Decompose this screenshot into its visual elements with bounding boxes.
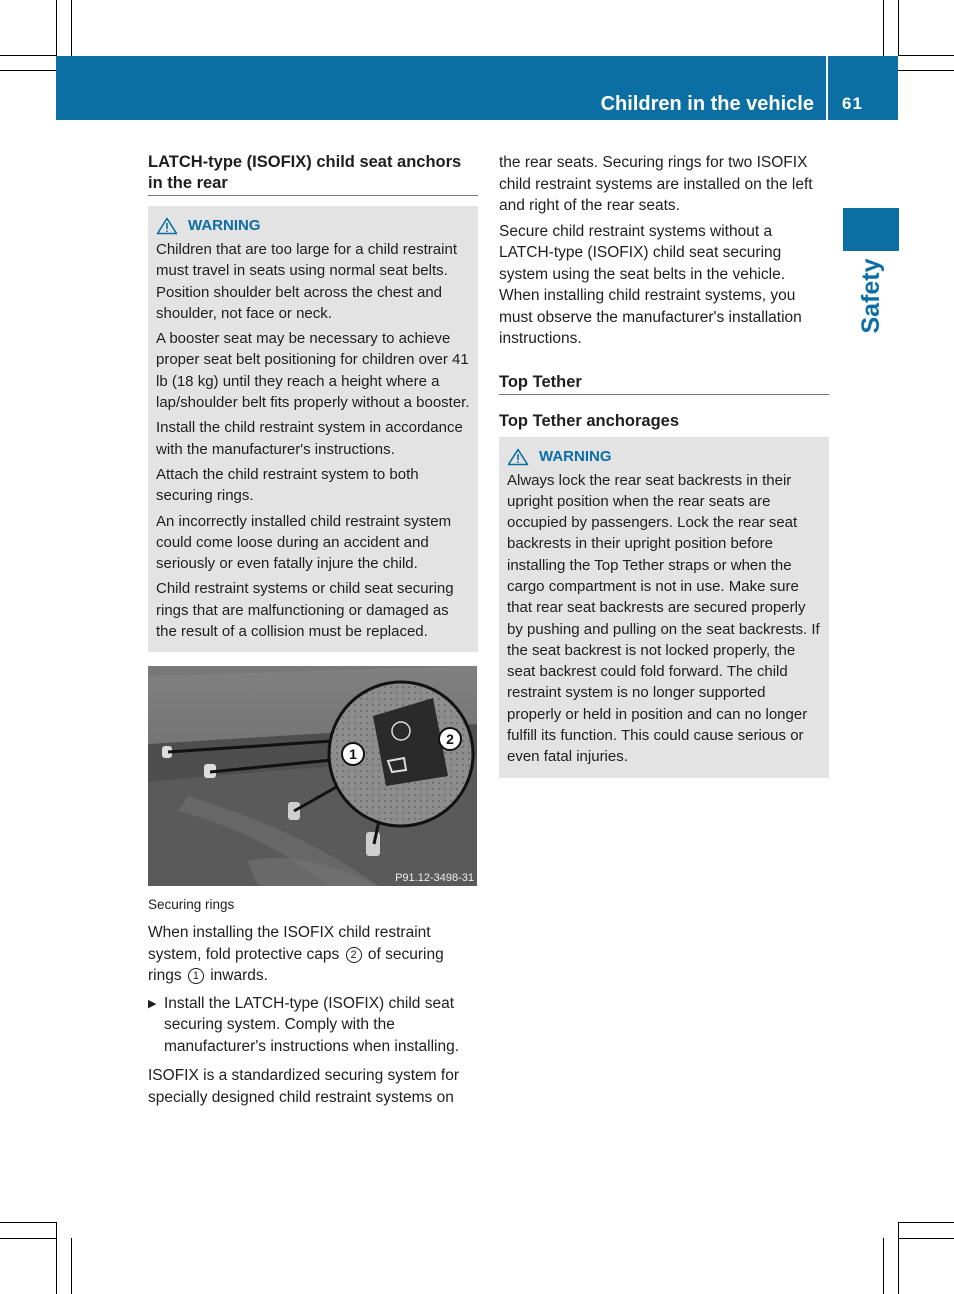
warning-box-top-tether — [499, 437, 829, 778]
section-tab-label: Safety — [857, 258, 885, 334]
warning-header — [156, 216, 470, 236]
sub-heading-anchorages: Top Tether anchorages — [499, 411, 680, 430]
section-heading-isofix: LATCH-type (ISOFIX) child seat anchors in the rear — [148, 152, 478, 196]
step-arrow-icon: ▶ — [148, 997, 157, 1010]
warning-paragraph: An incorrectly installed child restraint system could come loose during an accident and seriously or even fatally injure the child. — [156, 512, 452, 573]
warning-header — [507, 447, 821, 467]
isofix-intro-paragraph — [148, 922, 478, 987]
securing-rings-photo — [148, 666, 477, 886]
right-column — [499, 152, 829, 778]
warning-paragraph: Attach the child restraint system to both securing rings. — [156, 465, 419, 505]
chapter-title: Children in the vehicle — [600, 93, 814, 115]
intro-text: inwards. — [210, 967, 268, 985]
page-number: 61 — [842, 94, 863, 113]
figure-caption: Securing rings — [148, 897, 235, 913]
section-tab — [843, 208, 899, 251]
callout-1-label: 1 — [349, 746, 357, 763]
warning-triangle-icon — [156, 217, 178, 235]
warning-title: WARNING — [188, 217, 261, 234]
warning-box-isofix — [148, 206, 478, 652]
callout-1-reference: 1 — [188, 968, 204, 984]
section-heading-top-tether: Top Tether — [499, 372, 829, 395]
left-column — [148, 152, 478, 1112]
seat-belt-paragraph: Secure child restraint systems without a LATCH-type (ISOFIX) child seat securing system using the seat belts in the vehicle. When installing child restraint systems, you must observe the manufacturer's installation instructions. — [499, 222, 802, 347]
callout-2-reference: 2 — [346, 947, 362, 963]
chapter-header — [56, 56, 898, 120]
warning-triangle-icon — [507, 448, 529, 466]
instruction-step-text: Install the LATCH-type (ISOFIX) child seat securing system. Comply with the manufacturer's instructions when installing. — [164, 994, 460, 1055]
warning-paragraph: Install the child restraint system in accordance with the manufacturer's instructions. — [156, 419, 463, 458]
warning-paragraph: A booster seat may be necessary to achieve proper seat belt positioning for children over 41 lb (18 kg) until they reach a height where a lap/shoulder belt fits properly without a booster. — [156, 330, 470, 412]
isofix-closing-paragraph: ISOFIX is a standardized securing system for specially designed child restraint systems on — [148, 1067, 459, 1106]
warning-paragraph: Children that are too large for a child restraint must travel in seats using normal seat belts. Position shoulder belt across the chest and shoulder, not face or neck. — [156, 241, 457, 322]
intro-text: When installing the ISOFIX child restraint system, fold protective caps — [148, 924, 431, 963]
instruction-step — [148, 993, 478, 1058]
intro-text: of securing rings — [148, 945, 444, 985]
continuation-paragraph: the rear seats. Securing rings for two ISOFIX child restraint systems are installed on the left and right of the rear seats. — [499, 154, 813, 214]
callout-2-label: 2 — [446, 731, 454, 748]
warning-title: WARNING — [539, 447, 612, 465]
warning-paragraph: Always lock the rear seat backrests in their upright position when the rear seats are occupied by passengers. Lock the rear seat backrests in their upright position before installing the Top Tether straps or when the cargo compartment is not in use. Make sure that rear seat backrests are secured properly by pushing and pulling on the seat backrests. If the seat backrest is not locked properly, the seat backrest could fold forward. The child restraint system is no longer supported properly or held in position and can no longer fulfill its function. This could cause serious or even fatal injuries. — [507, 471, 820, 766]
warning-paragraph: Child restraint systems or child seat securing rings that are malfunctioning or damaged as the result of a collision must be replaced. — [156, 580, 454, 641]
header-divider — [826, 56, 828, 120]
figure-code: P91.12-3498-31 — [395, 872, 474, 885]
